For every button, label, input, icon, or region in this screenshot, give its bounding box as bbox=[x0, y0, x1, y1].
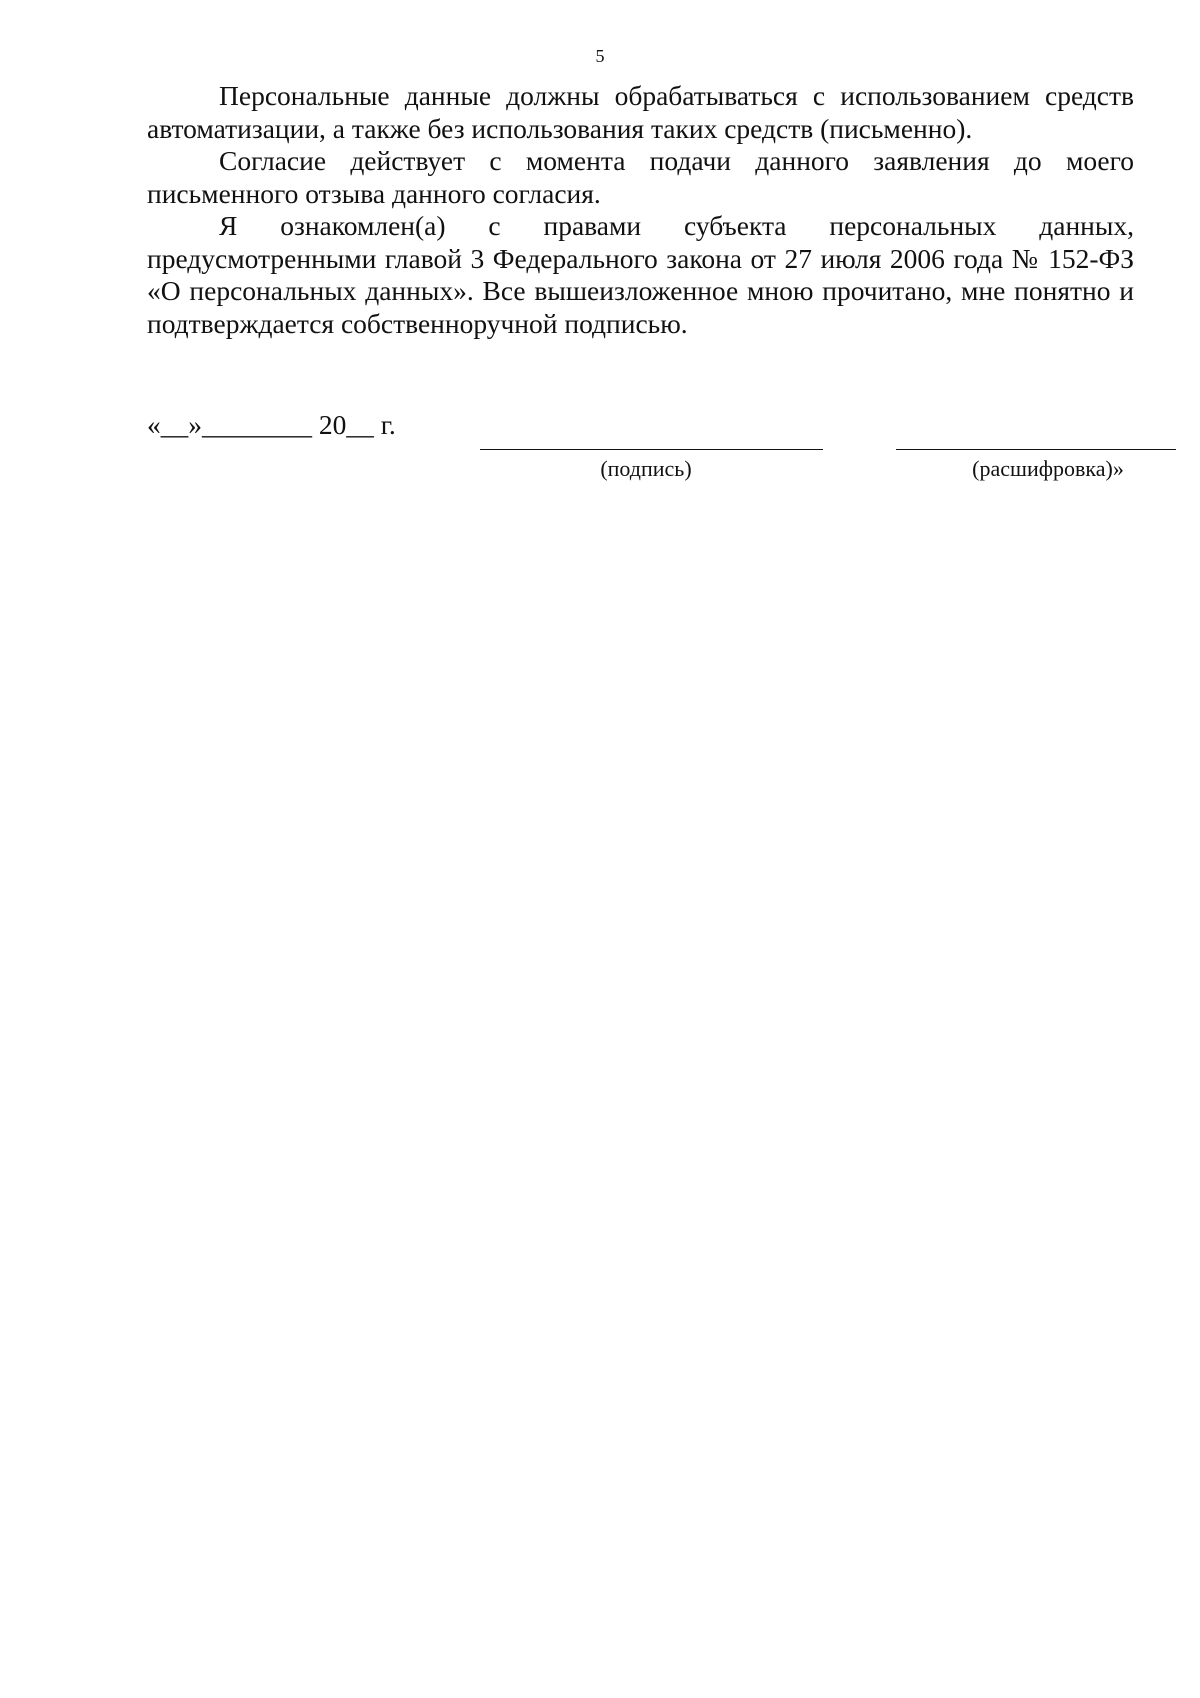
date-field: «__»________ 20__ г. bbox=[147, 409, 396, 440]
decode-caption: (расшифровка)» bbox=[972, 456, 1124, 481]
page-number: 5 bbox=[595, 46, 605, 66]
paragraph-rights-acknowledgement: Я ознакомлен(а) с правами субъекта персональных данных, предусмотренными главой 3 Федерального закона от 27 июля 2006 года № 152-ФЗ «О персональных данных». Все вышеизложенное мною прочитано, мне понятно и подтверждается собственноручной подписью. bbox=[147, 210, 1134, 339]
signature-line bbox=[480, 449, 823, 450]
paragraph-consent-validity: Согласие действует с момента подачи данного заявления до моего письменного отзыва данного согласия. bbox=[147, 145, 1134, 209]
paragraph-processing-means: Персональные данные должны обрабатываться с использованием средств автоматизации, а также без использования таких средств (письменно). bbox=[147, 80, 1134, 144]
document-body bbox=[147, 80, 1134, 340]
signature-caption: (подпись) bbox=[600, 456, 692, 481]
decode-line bbox=[896, 449, 1176, 450]
